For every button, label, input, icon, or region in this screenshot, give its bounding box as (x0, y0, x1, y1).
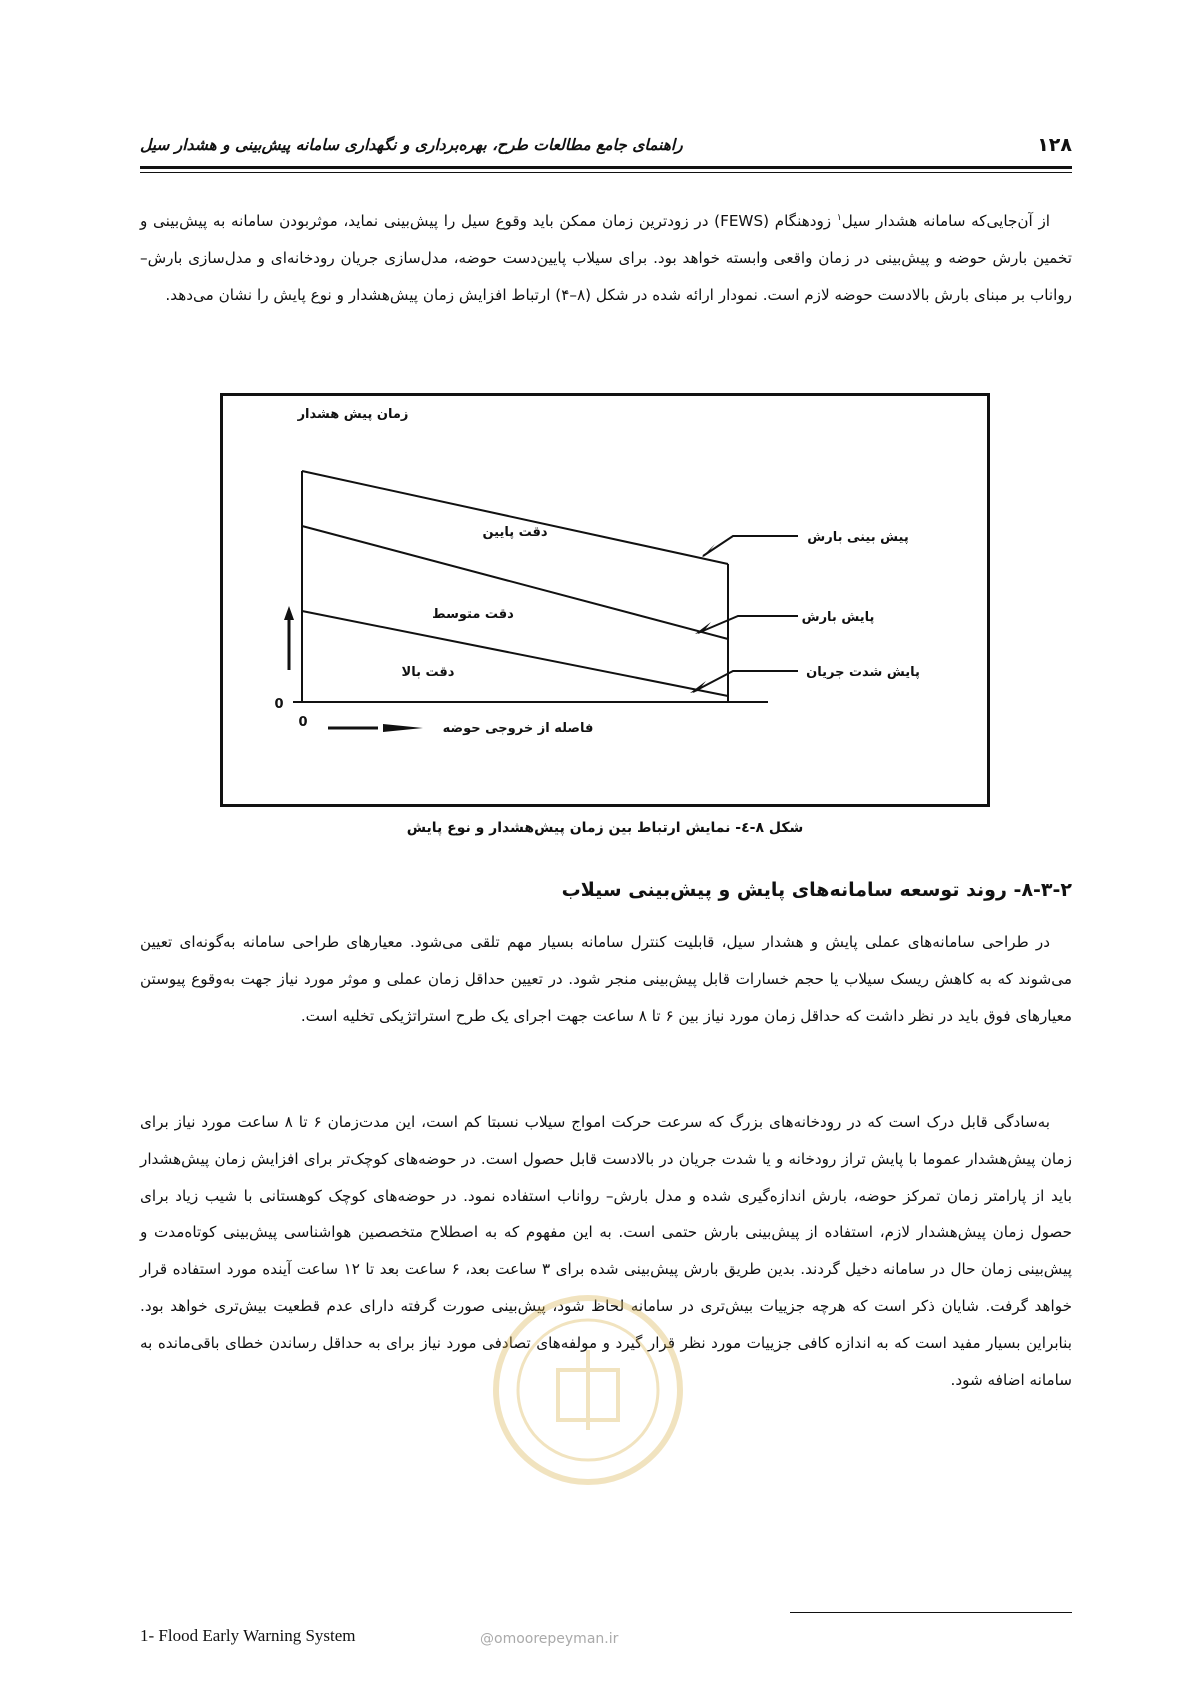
y-arrow-head (284, 606, 294, 620)
x-arrow-head (383, 724, 423, 732)
region-low-label: دقت پایین (482, 525, 548, 540)
intro-text: از آن‌جایی‌که سامانه هشدار سیل (841, 212, 1051, 231)
rain-monitor-label: پایش بارش (801, 610, 875, 625)
section-title: ۸-۳-۲- روند توسعه سامانه‌های پایش و پیش‌بینی سیلاب (561, 879, 1072, 901)
rain-monitor-line (302, 526, 728, 639)
region-high-label: دقت بالا (401, 665, 455, 680)
x-axis-label: فاصله از خروجی حوضه (442, 721, 594, 736)
header-rule-thin (140, 172, 1072, 173)
footnote-rule (790, 1612, 1072, 1613)
forecast-line (302, 471, 728, 564)
forecast-leader-head (701, 544, 715, 558)
page-header (140, 128, 1072, 168)
region-mid-label: دقت متوسط (432, 607, 514, 622)
figure-caption: شکل ۸-٤- نمایش ارتباط بین زمان پیش‌هشدار و نوع پایش (406, 820, 804, 836)
origin-x-label: 0 (298, 715, 308, 730)
watermark-seal-icon (488, 1290, 688, 1490)
paragraph-2: به‌سادگی قابل درک است که در رودخانه‌های بزرگ که سرعت حرکت امواج سیلاب نسبتا کم است، این مدت‌زمان ۶ تا ۸ ساعت مورد نیاز برای زمان پیش‌هشدار عموما با پایش تراز رودخانه و یا شدت جریان در بالادست قابل حصول است. در حوضه‌های کوچک‌تر برای افزایش زمان پیش‌هشدار باید از پارامتر زمان تمرکز حوضه، بارش اندازه‌گیری شده و مدل بارش– رواناب استفاده نمود. در حوضه‌های کوچک کوهستانی با شیب زیاد برای حصول زمان پیش‌هشدار لازم، استفاده از پیش‌بینی بارش حتمی است. به این مفهوم که به اصطلاح متخصصین هواشناسی پیش‌بینی کوتاه‌مدت و پیش‌بینی زمان حال در سامانه دخیل گردند. بدین طریق بارش پیش‌بینی شده برای ۳ ساعت بعد، ۶ ساعت بعد تا ۱۲ ساعت آینده مورد استفاده قرار خواهد گرفت. شایان ذکر است که هرچه جزییات بیش‌تری در سامانه لحاظ شود، پیش‌بینی صورت گرفته دارای عدم قطعیت بیش‌تری خواهد بود. بنابراین بسیار مفید است که به اندازه کافی جزییات مورد نظر قرار گیرد و مولفه‌های تصادفی مورد نیاز برای به حداقل رساندن خطای باقی‌مانده به سامانه اضافه شود. (140, 1113, 1072, 1389)
intro-text-rest: زودهنگام (FEWS) در زودترین زمان ممکن باید وقوع سیل را پیش‌بینی نماید، موثربودن سامانه به پیش‌بینی و تخمین بارش حوضه و پیش‌بینی در زمان واقعی وابسته خواهد بود. برای سیلاب پایین‌دست حوضه، مدل‌سازی جریان رودخانه‌ای و مدل‌سازی بارش– رواناب بر مبنای بارش بالادست حوضه لازم است. نمودار ارائه شده در شکل (۸–۴) ارتباط افزایش زمان پیش‌هشدار و نوع پایش را نشان می‌دهد. (140, 212, 1072, 304)
y-axis-label: زمان پیش هشدار (297, 407, 409, 422)
figure-frame (220, 393, 990, 807)
paragraph-1: در طراحی سامانه‌های عملی پایش و هشدار سیل، قابلیت کنترل سامانه بسیار مهم تلقی می‌شود. معیارهای طراحی سامانه به‌گونه‌ای تعیین می‌شوند که به کاهش ریسک سیلاب یا حجم خسارات قابل پیش‌بینی منجر شود. در تعیین حداقل زمان عملی و موثر مورد نیاز جهت به‌وقوع پیوستن معیارهای فوق باید در نظر داشت که حداقل زمان مورد نیاز بین ۶ تا ۸ ساعت جهت اجرای یک طرح استراتژیکی تخلیه است. (140, 933, 1072, 1025)
origin-y-label: 0 (274, 697, 284, 712)
forecast-leader (703, 536, 798, 556)
running-title: راهنمای جامع مطالعات طرح، بهره‌برداری و نگهداری سامانه پیش‌بینی و هشدار سیل (140, 136, 683, 154)
page-number: ۱۲۸ (1037, 134, 1072, 156)
rain-leader (698, 616, 798, 633)
flow-monitor-label: پایش شدت جریان (806, 665, 920, 680)
header-rule-thick (140, 166, 1072, 169)
flow-monitor-line (302, 611, 728, 696)
footnote: 1- Flood Early Warning System (140, 1626, 356, 1645)
watermark-text: @omoorepeyman.ir (480, 1631, 619, 1647)
footnote-ref[interactable]: ۱ (836, 213, 842, 223)
forecast-label: پیش بینی بارش (807, 530, 909, 545)
flow-leader (693, 671, 798, 692)
intro-paragraph (140, 200, 1072, 313)
lead-time-diagram (223, 396, 987, 804)
